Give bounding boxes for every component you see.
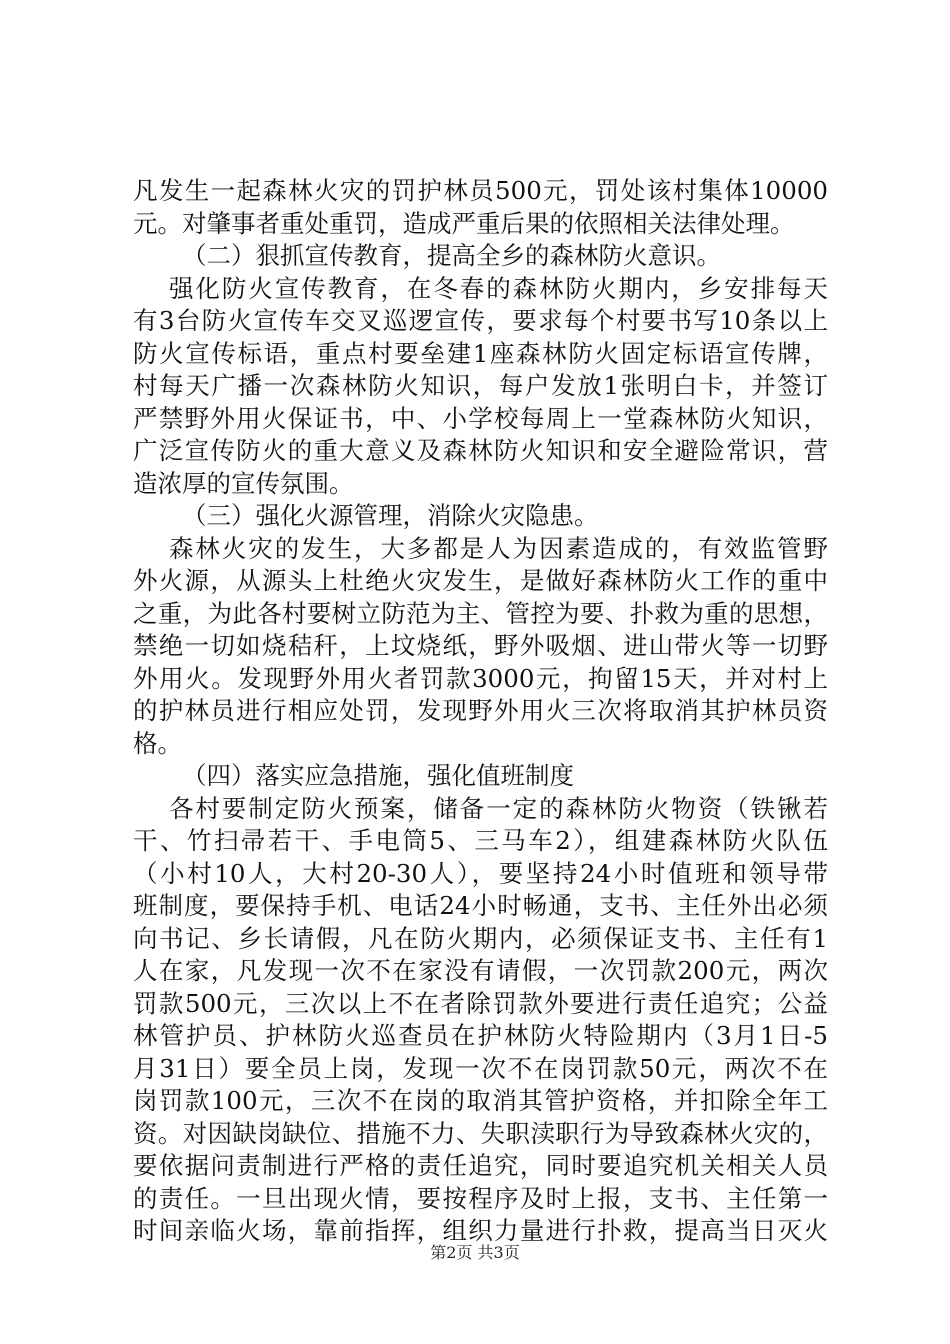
- text-line: 林管护员、护林防火巡查员在护林防火特险期内（3月1日-5: [133, 1021, 828, 1050]
- document-body: [133, 175, 828, 1248]
- text-line: 的责任。一旦出现火情，要按程序及时上报，支书、主任第一: [133, 1183, 828, 1213]
- paragraph-first-line: 强化防火宣传教育，在冬春的森林防火期内，乡安排每天: [169, 273, 828, 303]
- text-line: 广泛宣传防火的重大意义及森林防火知识和安全避险常识，营: [133, 436, 828, 465]
- text-line: 的护林员进行相应处罚，发现野外用火三次将取消其护林员资: [133, 696, 828, 725]
- text-line: 严禁野外用火保证书，中、小学校每周上一堂森林防火知识，: [133, 403, 828, 433]
- text-line: 岗罚款100元，三次不在岗的取消其管护资格，并扣除全年工: [133, 1086, 828, 1115]
- text-line: 禁绝一切如烧秸秆，上坟烧纸，野外吸烟、进山带火等一切野: [133, 631, 828, 660]
- section-heading-4: （四）落实应急措施，强化值班制度: [182, 761, 574, 790]
- text-line: 人在家，凡发现一次不在家没有请假，一次罚款200元，两次: [133, 956, 828, 985]
- paragraph-first-line: 森林火灾的发生，大多都是人为因素造成的，有效监管野: [169, 533, 828, 563]
- text-line: 时间亲临火场，靠前指挥，组织力量进行扑救，提高当日灭火: [133, 1216, 828, 1245]
- text-line: 格。: [133, 728, 182, 758]
- text-line: 村每天广播一次森林防火知识，每户发放1张明白卡，并签订: [133, 371, 828, 400]
- text-line: 班制度，要保持手机、电话24小时畅通，支书、主任外出必须: [133, 891, 828, 920]
- section-heading-2: （二）狠抓宣传教育，提高全乡的森林防火意识。: [182, 241, 721, 270]
- paragraph-first-line: 各村要制定防火预案，储备一定的森林防火物资（铁锹若: [169, 793, 828, 823]
- text-line: 外火源，从源头上杜绝火灾发生，是做好森林防火工作的重中: [133, 566, 828, 595]
- text-line: 要依据问责制进行严格的责任追究，同时要追究机关相关人员: [133, 1151, 828, 1180]
- text-line: 元。对肇事者重处重罚，造成严重后果的依照相关法律处理。: [133, 208, 795, 238]
- text-line: 造浓厚的宣传氛围。: [133, 468, 354, 498]
- text-line: 罚款500元，三次以上不在者除罚款外要进行责任追究；公益: [133, 988, 828, 1018]
- text-line: 月31日）要全员上岗，发现一次不在岗罚款50元，两次不在: [133, 1053, 828, 1083]
- text-line: 资。对因缺岗缺位、措施不力、失职渎职行为导致森林火灾的，: [133, 1118, 828, 1148]
- text-line: 凡发生一起森林火灾的罚护林员500元，罚处该村集体10000: [133, 176, 828, 205]
- text-line: 之重，为此各村要树立防范为主、管控为要、扑救为重的思想，: [133, 598, 828, 628]
- text-line: 向书记、乡长请假，凡在防火期内，必须保证支书、主任有1: [133, 923, 828, 953]
- section-heading-3: （三）强化火源管理，消除火灾隐患。: [182, 501, 599, 530]
- text-line: 外用火。发现野外用火者罚款3000元，拘留15天，并对村上: [133, 663, 828, 693]
- text-line: 干、竹扫帚若干、手电筒5、三马车2），组建森林防火队伍: [133, 826, 828, 855]
- text-line: 有3台防火宣传车交叉巡逻宣传，要求每个村要书写10条以上: [133, 306, 828, 335]
- text-line: 防火宣传标语，重点村要垒建1座森林防火固定标语宣传牌，: [133, 338, 828, 368]
- text-line: （小村10人，大村20-30人），要坚持24小时值班和领导带: [133, 858, 828, 888]
- page-number-footer: 第2页 共3页: [430, 1243, 520, 1262]
